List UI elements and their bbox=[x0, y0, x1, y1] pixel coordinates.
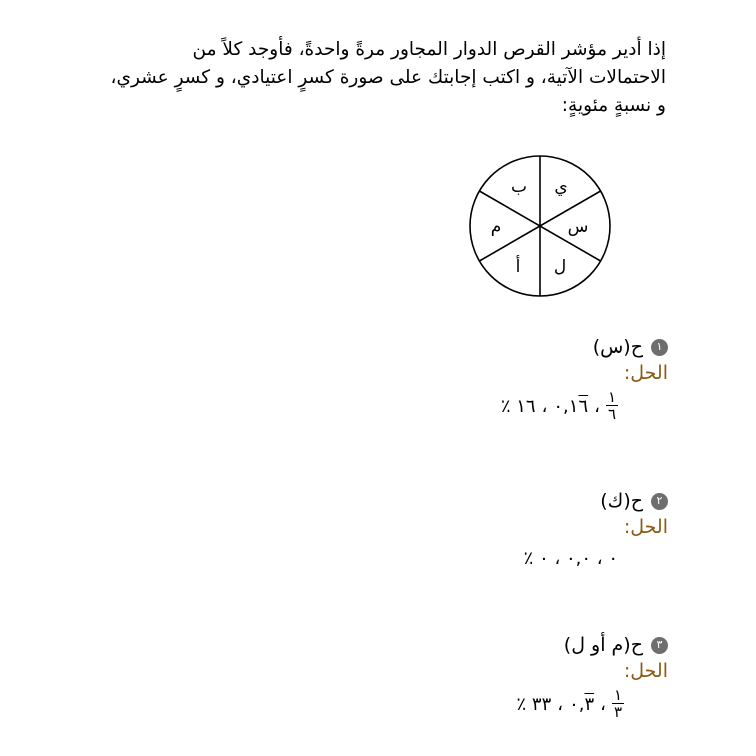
fraction-numerator: ١ bbox=[613, 686, 622, 704]
fraction-denominator: ٦ bbox=[607, 405, 616, 423]
problem-expression: ح(ك) bbox=[600, 490, 643, 512]
solution-label: الحل: bbox=[623, 660, 668, 682]
sector-label-alef: أ bbox=[515, 257, 521, 277]
sector-label-meem: م bbox=[490, 217, 502, 237]
answer-3 bbox=[517, 688, 624, 720]
separator: ، bbox=[594, 395, 600, 417]
sector-label-seen: س bbox=[567, 217, 589, 237]
problem-item-2 bbox=[524, 488, 668, 569]
decimal-value bbox=[569, 694, 594, 715]
problem-number-badge: ١ bbox=[651, 339, 668, 356]
decimal-value bbox=[553, 396, 588, 417]
problem-expression: ح(س) bbox=[592, 336, 643, 358]
problem-number-badge: ٣ bbox=[651, 637, 668, 654]
spinner-svg bbox=[468, 154, 612, 298]
answer-2 bbox=[524, 548, 618, 569]
decimal-prefix: ٠, bbox=[569, 693, 585, 715]
sector-label-lam: ل bbox=[553, 257, 567, 277]
decimal-prefix: ٠,١ bbox=[553, 395, 579, 417]
separator: ، bbox=[557, 693, 564, 715]
problem-expression: ح(م أو ل) bbox=[563, 634, 643, 656]
decimal-repeat: ٦ bbox=[578, 395, 589, 417]
solution-label: الحل: bbox=[623, 362, 668, 384]
sector-label-ya: ي bbox=[554, 177, 568, 197]
percent-value: ٣٣ ٪ bbox=[516, 693, 552, 715]
question-text: إذا أدير مؤشر القرص الدوار المجاور مرةً واحدةً، فأوجد كلاً من الاحتمالات الآتية، و اكتب إجابتك على صورة كسرٍ اعتيادي، و كسرٍ عشري، و نسبةٍ مئويةٍ: bbox=[110, 39, 666, 116]
problem-item-1 bbox=[501, 334, 668, 422]
problem-number-badge: ٢ bbox=[651, 493, 668, 510]
solution-label: الحل: bbox=[623, 516, 668, 538]
fraction bbox=[606, 390, 618, 422]
problem-item-3 bbox=[517, 632, 668, 720]
problem-1-header bbox=[501, 334, 668, 360]
fraction bbox=[612, 688, 624, 720]
separator: ، bbox=[600, 693, 606, 715]
sector-label-ba: ب bbox=[510, 177, 528, 197]
answer-1 bbox=[501, 390, 618, 422]
problem-2-header bbox=[524, 488, 668, 514]
answer-text: ٠ ، ٠,٠ ، ٠ ٪ bbox=[523, 548, 618, 569]
fraction-numerator: ١ bbox=[607, 388, 616, 406]
spinner-diagram bbox=[468, 154, 612, 298]
decimal-repeat: ٣ bbox=[584, 693, 595, 715]
problem-3-header bbox=[517, 632, 668, 658]
percent-value: ١٦ ٪ bbox=[500, 395, 536, 417]
separator: ، bbox=[541, 395, 548, 417]
fraction-denominator: ٣ bbox=[613, 703, 622, 721]
